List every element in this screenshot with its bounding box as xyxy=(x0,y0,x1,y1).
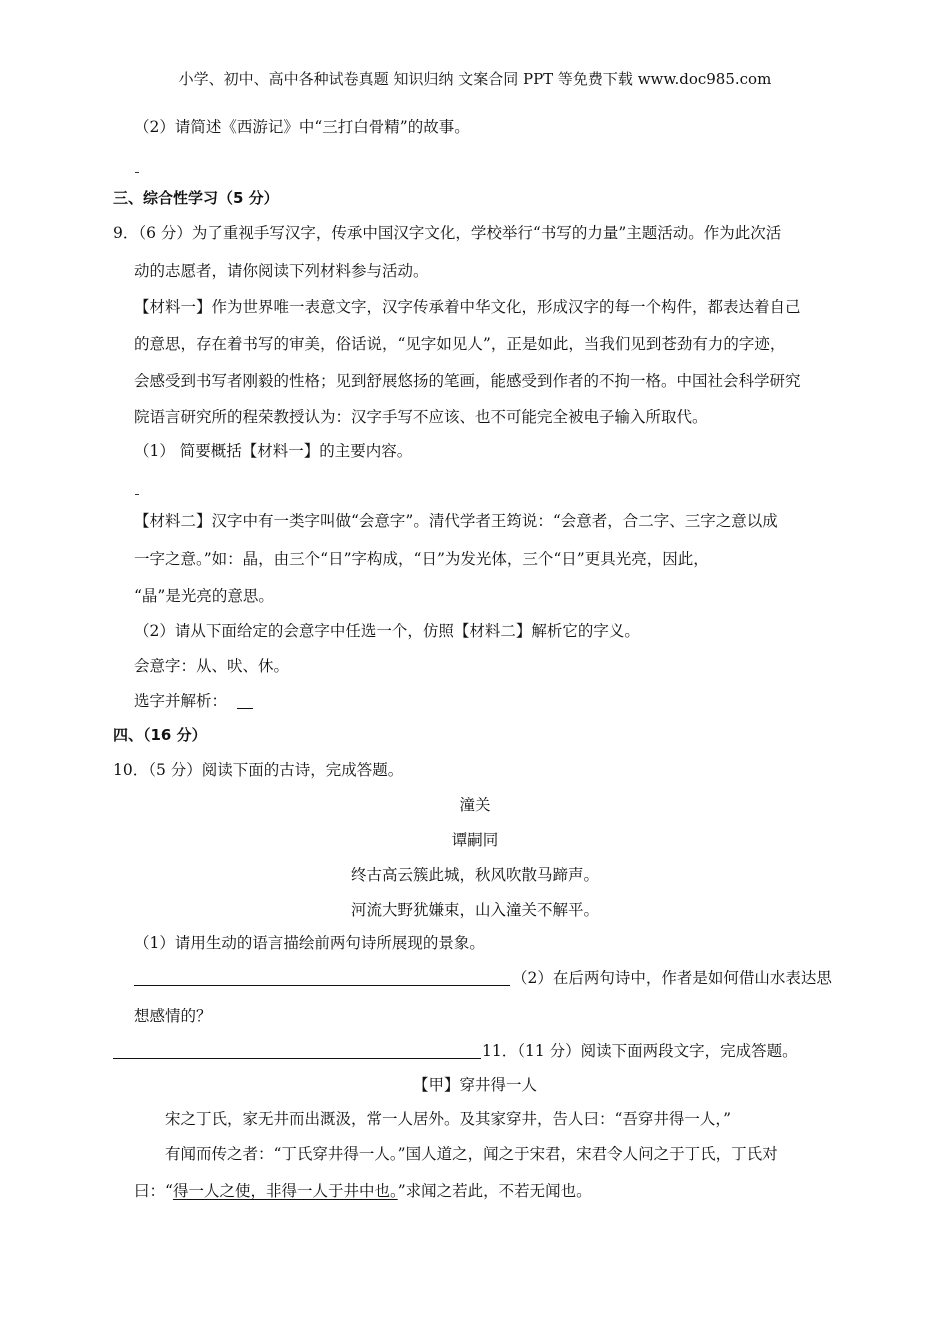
page-header: 小学、初中、高中各种试卷真题 知识归纳 文案合同 PPT 等免费下载 www.doc985.com xyxy=(178,70,772,88)
passage-text: ”求闻之若此，不若无闻也。 xyxy=(397,1182,592,1200)
question-9-stem: 9．（6 分）为了重视手写汉字，传承中国汉字文化，学校举行“书写的力量”主题活动。作为此次活 xyxy=(113,224,782,242)
material-2-line-1: 【材料二】汉字中有一类字叫做“会意字”。清代学者王筠说：“会意者，合二字、三字之意以成 xyxy=(134,512,778,530)
poem-line-2: 河流大野犹嫌束，山入潼关不解平。 xyxy=(350,901,599,919)
material-1-line-3: 会感受到书写者刚毅的性格；见到舒展悠扬的笔画，能感受到作者的不拘一格。中国社会科学研究 xyxy=(134,372,801,390)
question-10-1: （1）请用生动的语言描绘前两句诗所展现的景象。 xyxy=(134,934,485,952)
question-9-2: （2）请从下面给定的会意字中任选一个，仿照【材料二】解析它的字义。 xyxy=(134,622,640,640)
passage-paragraph-2: 有闻而传之者：“丁氏穿井得一人。”国人道之，闻之于宋君，宋君令人问之于丁氏，丁氏对 xyxy=(165,1145,778,1163)
poem-title: 潼关 xyxy=(459,796,491,814)
poem-author: 谭嗣同 xyxy=(451,831,499,849)
answer-marker xyxy=(135,172,139,173)
answer-label: 选字并解析： xyxy=(134,692,228,710)
material-1-line-2: 的意思，存在着书写的审美，俗话说，“见字如见人”，正是如此，当我们见到苍劲有力的字迹， xyxy=(134,335,786,353)
question-9-stem-cont: 动的志愿者，请你阅读下列材料参与活动。 xyxy=(134,262,429,280)
passage-paragraph-3 xyxy=(134,1180,592,1202)
material-1-line-1: 【材料一】作为世界唯一表意文字，汉字传承着中华文化，形成汉字的每一个构件，都表达着自己 xyxy=(134,298,801,316)
section-3-heading: 三、综合性学习（5 分） xyxy=(113,189,279,207)
question-8-2: （2）请简述《西游记》中“三打白骨精”的故事。 xyxy=(134,118,470,136)
material-1-line-4: 院语言研究所的程荣教授认为：汉字手写不应该、也不可能完全被电子输入所取代。 xyxy=(134,408,708,426)
question-10-2-cont: 想感情的？ xyxy=(134,1007,212,1025)
question-10-stem: 10．（5 分）阅读下面的古诗，完成答题。 xyxy=(113,761,404,779)
material-2-line-2: 一字之意。”如：晶，由三个“日”字构成，“日”为发光体，三个“日”更具光亮，因此， xyxy=(134,550,709,568)
underlined-sentence: 得一人之使，非得一人于井中也。 xyxy=(172,1182,398,1200)
poem-line-1: 终古高云簇此城，秋风吹散马蹄声。 xyxy=(350,866,599,884)
passage-text: 曰：“ xyxy=(134,1182,173,1200)
question-11-stem: 11．（11 分）阅读下面两段文字，完成答题。 xyxy=(482,1042,798,1060)
section-4-heading: 四、（16 分） xyxy=(113,726,207,744)
answer-marker xyxy=(135,494,139,495)
passage-paragraph-1: 宋之丁氏，家无井而出溉汲，常一人居外。及其家穿井，告人曰：“吾穿井得一人，” xyxy=(165,1110,732,1128)
question-9-1: （1） 简要概括【材料一】的主要内容。 xyxy=(134,442,413,460)
answer-blank-10-2[interactable] xyxy=(113,1058,481,1059)
question-10-2: （2）在后两句诗中，作者是如何借山水表达思 xyxy=(512,969,832,987)
answer-blank-10-1[interactable] xyxy=(134,985,510,986)
material-2-line-3: “晶”是光亮的意思。 xyxy=(134,587,274,605)
answer-blank[interactable] xyxy=(237,708,253,709)
compound-characters: 会意字：从、吠、休。 xyxy=(134,657,290,675)
passage-title: 【甲】穿井得一人 xyxy=(412,1076,537,1094)
